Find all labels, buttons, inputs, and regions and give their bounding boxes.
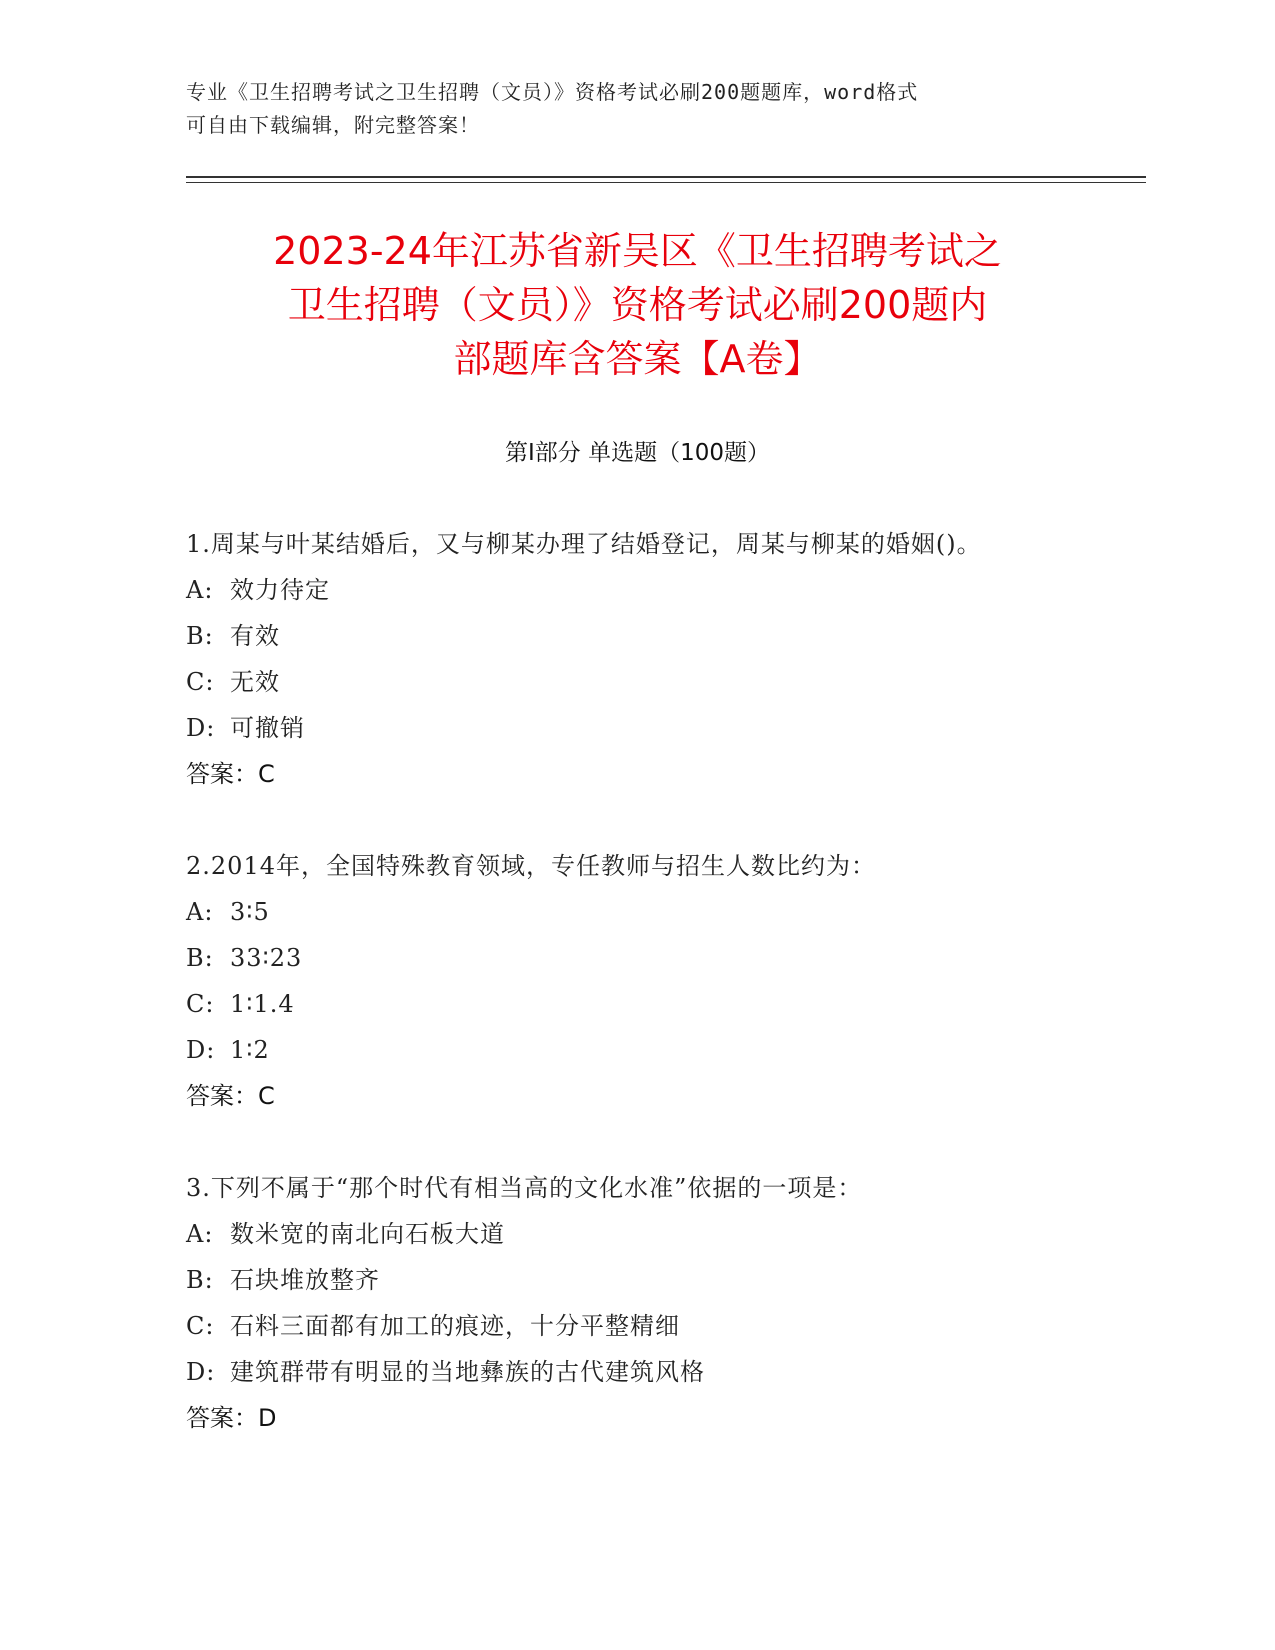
question-3 <box>186 1165 1086 1441</box>
option-letter: B: <box>186 1266 214 1294</box>
option-c <box>186 659 1086 705</box>
header-note-line-1: 专业《卫生招聘考试之卫生招聘（文员）》资格考试必刷200题题库，word格式 <box>186 80 919 104</box>
option-b <box>186 1257 1086 1303</box>
option-text: 1∶1.4 <box>230 990 295 1018</box>
question-stem: 1.周某与叶某结婚后，又与柳某办理了结婚登记，周某与柳某的婚姻()。 <box>186 530 982 558</box>
option-text: 数米宽的南北向石板大道 <box>230 1220 505 1248</box>
option-letter: A: <box>186 1220 214 1248</box>
option-text: 石料三面都有加工的痕迹，十分平整精细 <box>230 1312 680 1340</box>
header-note <box>186 76 1066 142</box>
title-line-3: 部题库含答案【A卷】 <box>453 337 822 381</box>
option-text: 效力待定 <box>230 576 330 604</box>
option-letter: B: <box>186 944 214 972</box>
option-b <box>186 613 1086 659</box>
option-letter: A: <box>186 576 214 604</box>
option-text: 3∶5 <box>230 898 270 926</box>
option-letter: D: <box>186 714 216 742</box>
option-text: 33∶23 <box>230 944 303 972</box>
document-title <box>160 224 1115 386</box>
option-text: 石块堆放整齐 <box>230 1266 380 1294</box>
header-divider-thin <box>186 182 1146 183</box>
question-stem: 2.2014年，全国特殊教育领域，专任教师与招生人数比约为： <box>186 852 876 880</box>
option-letter: B: <box>186 622 214 650</box>
answer-line: 答案：C <box>186 760 275 788</box>
option-letter: D: <box>186 1358 216 1386</box>
option-letter: C: <box>186 990 215 1018</box>
option-text: 有效 <box>230 622 280 650</box>
option-letter: D: <box>186 1036 216 1064</box>
title-line-2: 卫生招聘（文员）》资格考试必刷200题内 <box>287 283 988 327</box>
header-note-line-2: 可自由下载编辑，附完整答案！ <box>186 113 480 137</box>
option-letter: C: <box>186 668 215 696</box>
option-d <box>186 1349 1086 1395</box>
question-1 <box>186 521 1086 797</box>
option-c <box>186 981 1086 1027</box>
question-2 <box>186 843 1086 1119</box>
title-line-1: 2023-24年江苏省新吴区《卫生招聘考试之 <box>273 229 1002 273</box>
option-d <box>186 1027 1086 1073</box>
option-text: 无效 <box>230 668 280 696</box>
option-letter: A: <box>186 898 214 926</box>
option-c <box>186 1303 1086 1349</box>
option-a <box>186 567 1086 613</box>
option-d <box>186 705 1086 751</box>
option-b <box>186 935 1086 981</box>
option-a <box>186 1211 1086 1257</box>
answer-line: 答案：C <box>186 1082 275 1110</box>
question-stem: 3.下列不属于“那个时代有相当高的文化水准”依据的一项是： <box>186 1174 863 1202</box>
header-divider-thick <box>186 176 1146 178</box>
option-text: 可撤销 <box>230 714 305 742</box>
option-a <box>186 889 1086 935</box>
question-list <box>186 521 1086 1487</box>
option-text: 建筑群带有明显的当地彝族的古代建筑风格 <box>230 1358 705 1386</box>
option-text: 1∶2 <box>230 1036 270 1064</box>
option-letter: C: <box>186 1312 215 1340</box>
answer-line: 答案：D <box>186 1404 277 1432</box>
section-heading: 第Ⅰ部分 单选题（100题） <box>505 440 770 466</box>
